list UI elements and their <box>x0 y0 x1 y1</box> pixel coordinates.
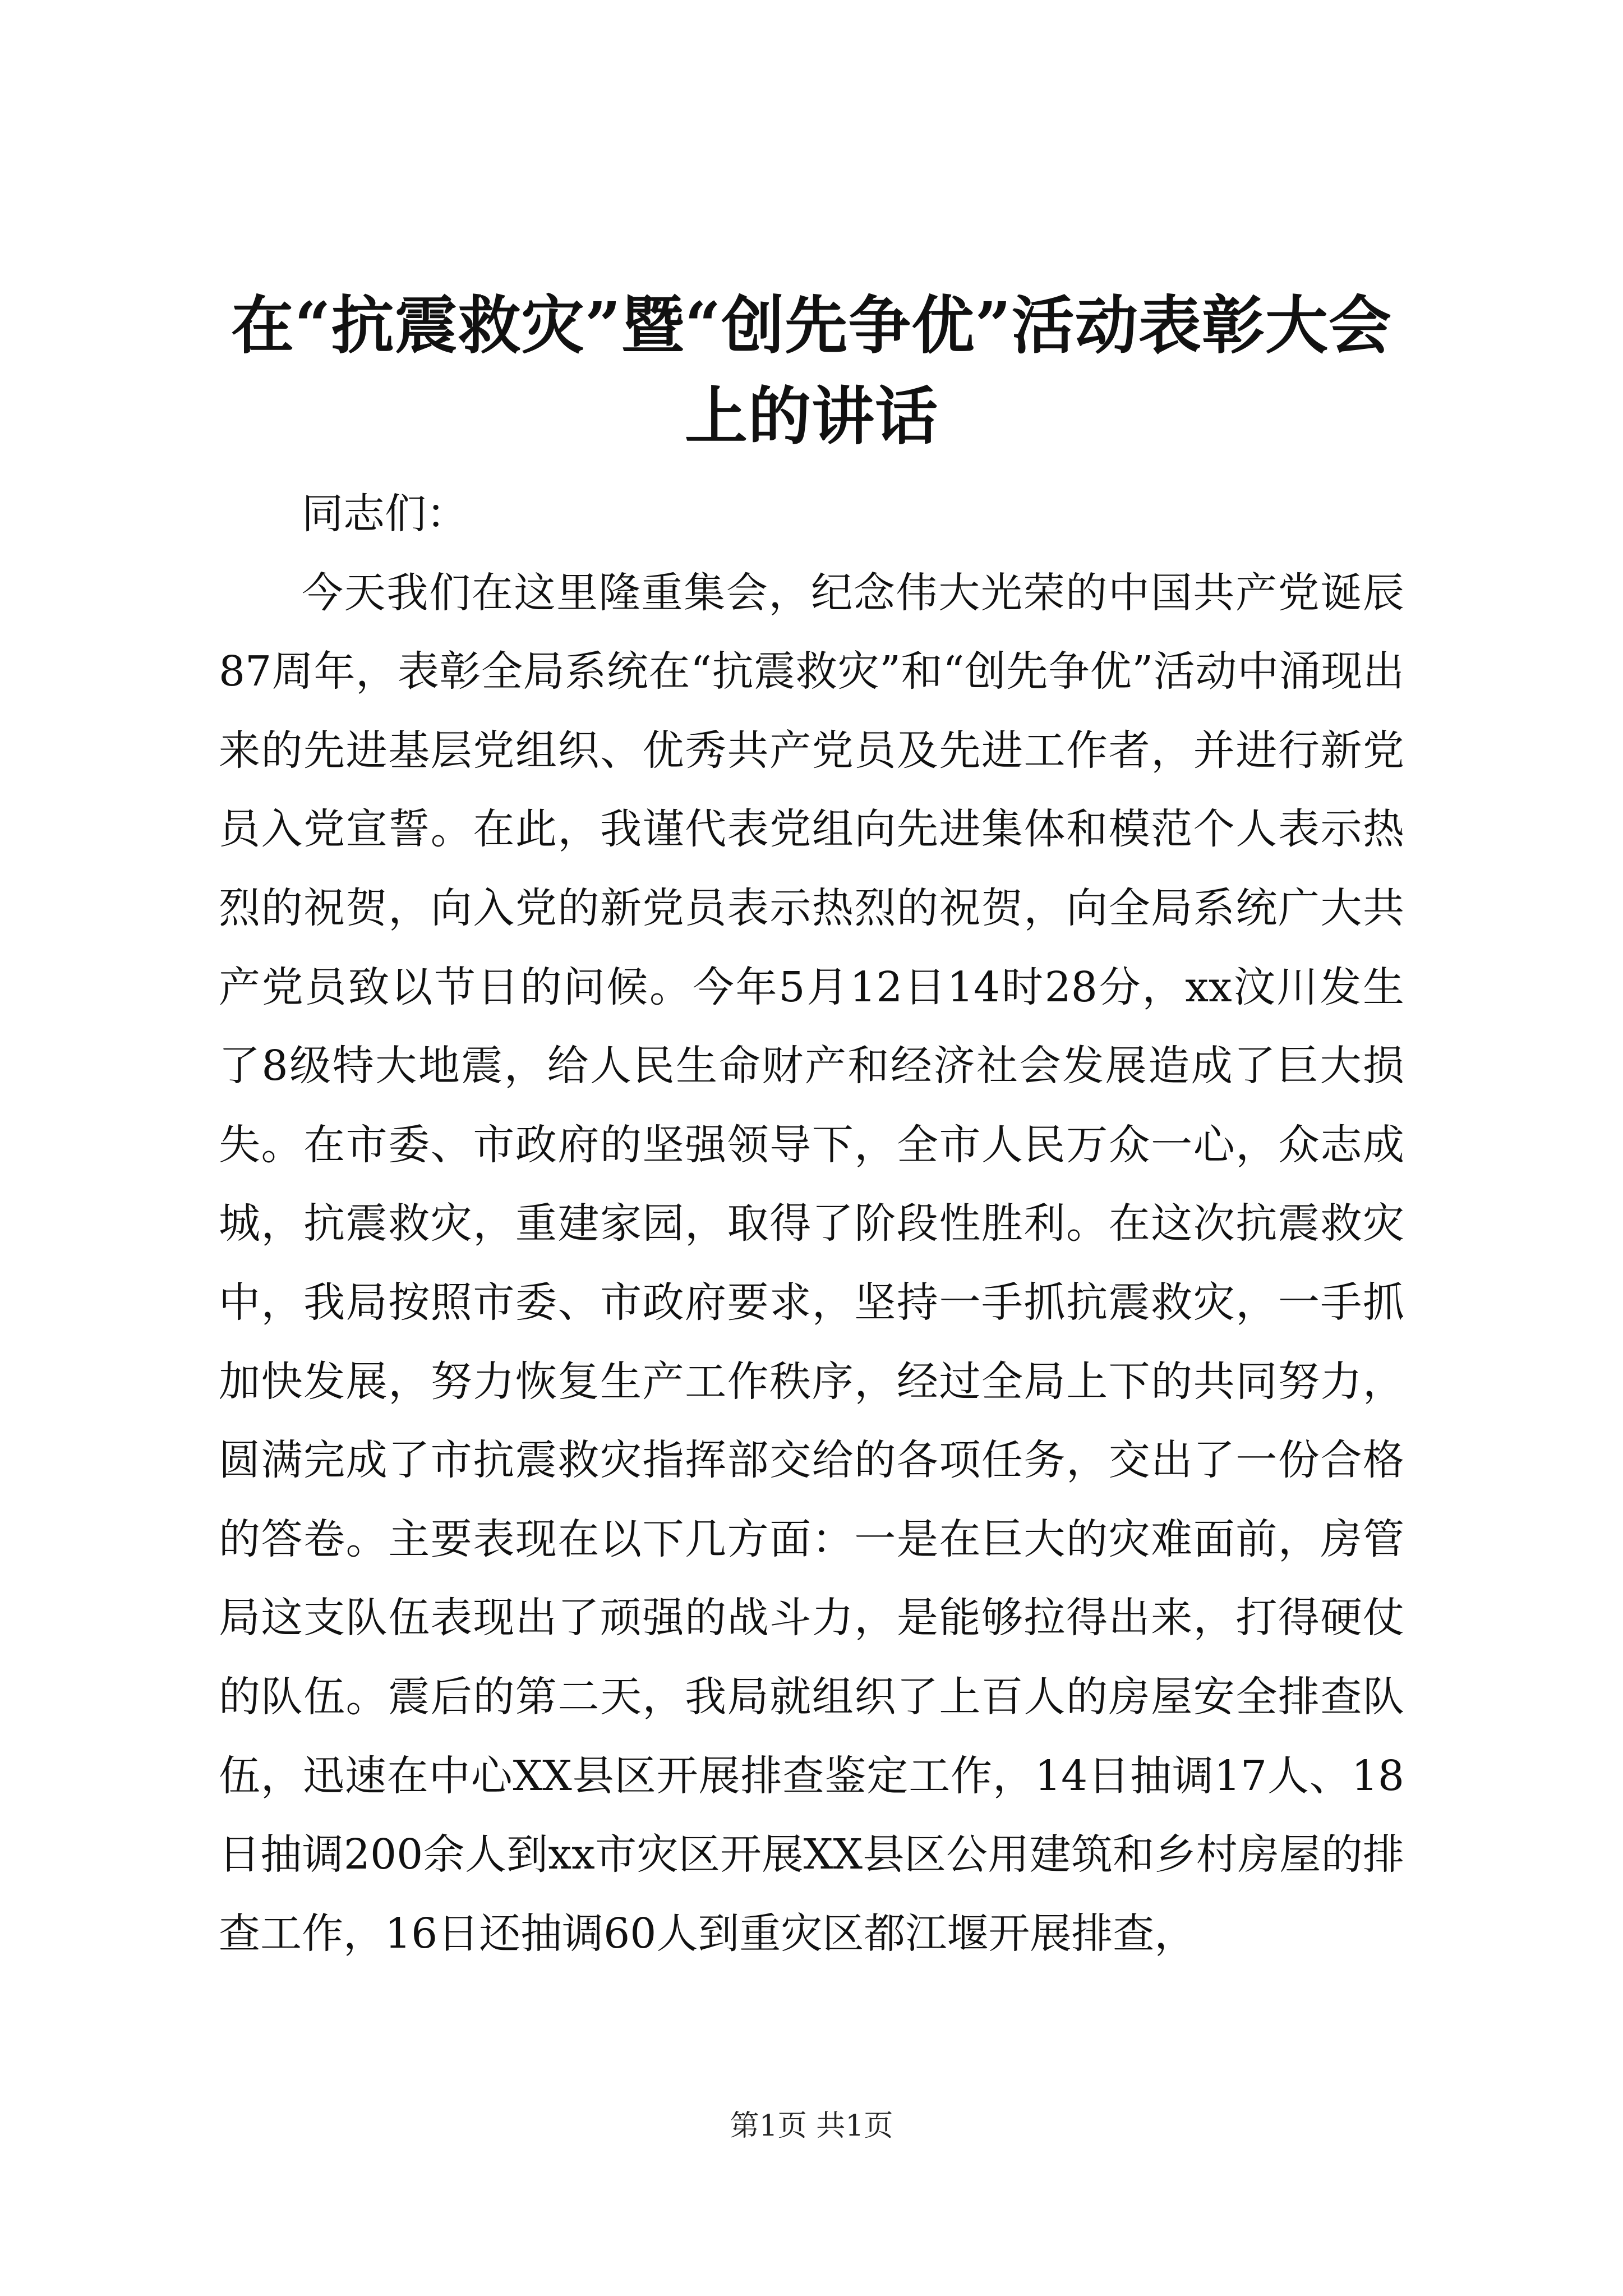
page-footer: 第1页 共1页 <box>730 2109 893 2143</box>
document-body <box>219 475 1404 1973</box>
body-paragraph: 今天我们在这里隆重集会，纪念伟大光荣的中国共产党诞辰87周年，表彰全局系统在“抗震救灾”和“创先争优”活动中涌现出来的先进基层党组织、优秀共产党员及先进工作者，并进行新党员入党宣誓。在此，我谨代表党组向先进集体和模范个人表示热烈的祝贺，向入党的新党员表示热烈的祝贺，向全局系统广大共产党员致以节日的问候。今年5月12日14时28分，xx汶川发生了8级特大地震，给人民生命财产和经济社会发展造成了巨大损失。在市委、市政府的坚强领导下，全市人民万众一心，众志成城，抗震救灾，重建家园，取得了阶段性胜利。在这次抗震救灾中，我局按照市委、市政府要求，坚持一手抓抗震救灾，一手抓加快发展，努力恢复生产工作秩序，经过全局上下的共同努力，圆满完成了市抗震救灾指挥部交给的各项任务，交出了一份合格的答卷。主要表现在以下几方面：一是在巨大的灾难面前，房管局这支队伍表现出了顽强的战斗力，是能够拉得出来，打得硬仗的队伍。震后的第二天，我局就组织了上百人的房屋安全排查队伍，迅速在中心XX县区开展排查鉴定工作，14日抽调17人、18日抽调200余人到xx市灾区开展XX县区公用建筑和乡村房屋的排查工作，16日还抽调60人到重灾区都江堰开展排查， <box>219 568 1404 1958</box>
document-title: 在“抗震救灾”暨“创先争优”活动表彰大会上的讲话 <box>231 289 1392 453</box>
salutation: 同志们： <box>302 490 468 538</box>
